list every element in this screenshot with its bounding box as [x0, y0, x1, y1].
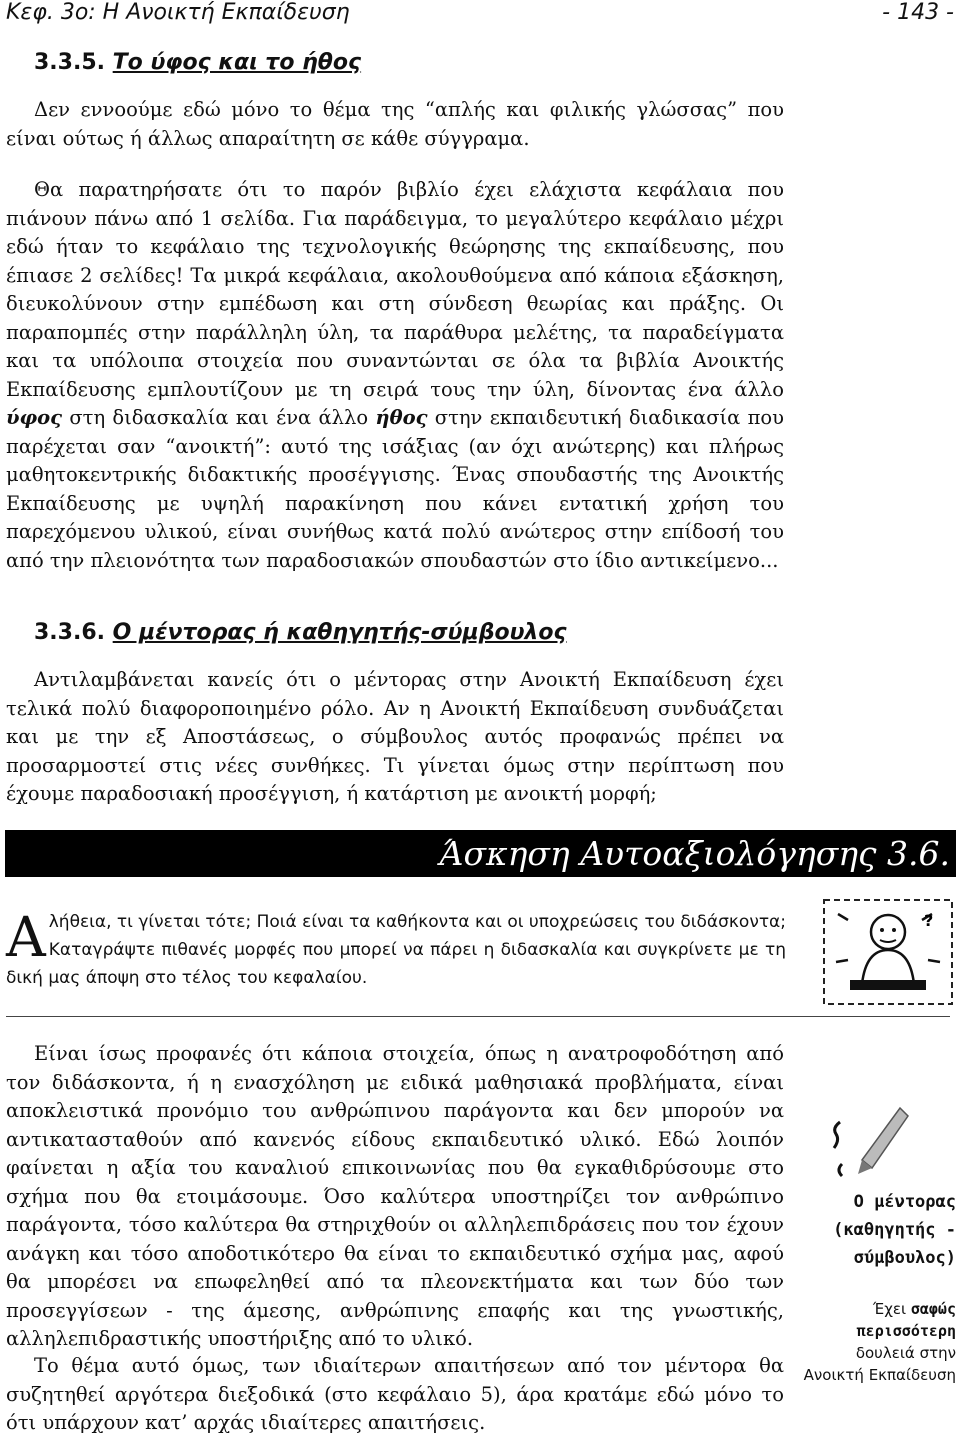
pencil-icon: [828, 1090, 910, 1178]
emphasis-style: ύφος: [6, 406, 63, 429]
section-heading-3-3-6: [34, 620, 567, 645]
paragraph-mentor-role: Αντιλαμβάνεται κανείς ότι ο μέντορας στην Ανοικτή Εκπαίδευση έχει τελικά πολύ διαφοροποιημένο ρόλο. Αν η Ανοικτή Εκπαίδευση συνδυάζεται και με την εξ Αποστάσεως, ο σύμβουλος αυτός προφανώς πρέπει να προσαρμοστεί στις νέες συνθήκες. Τι γίνεται όμως στην περίπτωση που έχουμε παραδοσιακή προσέγγιση, ή κατάρτιση με ανοικτή μορφή;: [6, 668, 784, 805]
banner-title: Άσκηση Αυτοαξιολόγησης 3.6.: [439, 834, 950, 873]
section-number: 3.3.5.: [34, 50, 105, 75]
emphasis-ethos: ήθος: [375, 406, 428, 429]
exercise-text: Αλήθεια, τι γίνεται τότε; Ποιά είναι τα καθήκοντα και οι υποχρεώσεις του διδάσκοντα; Καταγράψτε πιθανές μορφές που μπορεί να πάρει η διδασκαλία και συγκρίνετε με τη δική μας άποψη στο τέλος του κεφαλαίου.: [6, 905, 786, 988]
paragraph-chapters: Θα παρατηρήσατε ότι το παρόν βιβλίο έχει ελάχιστα κεφάλαια που πιάνουν πάνω από 1 σελίδα. Για παράδειγμα, το μεγαλύτερο κεφάλαιο μέχρι εδώ ήταν το κεφάλαιο της τεχνολογικής θεώρησης της εκπαίδευσης, που έπιασε 2 σελίδες! Τα μικρά κεφάλαια, ακολουθούμενα από κάποια εξάσκηση, διευκολύνουν στην εμπέδωση και στη σύνδεση θεωρίας και πράξης. Οι παραπομπές στην παράλληλη ύλη, τα παράθυρα μελέτης, τα παραδείγματα και τα υπόλοιπα στοιχεία που συναντώνται σε όλα τα βιβλία Ανοικτής Εκπαίδευσης εμπλουτίζουν με τη σειρά τους την ύλη, δίνοντας ένα άλλο ύφος στη διδασκαλία και ένα άλλο ήθος στην εκπαιδευτική διαδικασία που παρέχεται σαν “ανοικτή”: αυτό της ισάξιας (αν όχι ανώτερης) και πλήρως μαθητοκεντρικής διδακτικής προσέγγισης. Ένας σπουδαστής της Ανοικτής Εκπαίδευσης με υψηλή παρακίνηση που κάνει εντατική χρήση του παρεχόμενου υλικού, είναι συνήθως κατά πολύ ανώτερος στην επίδοσή του από την πλειονότητα των παραδοσιακών σπουδαστών στο ίδιο αντικείμενο...: [6, 178, 785, 572]
section-number: 3.3.6.: [34, 620, 105, 645]
margin-note-body: Έχει σαφώς περισσότερη δουλειά στην Ανοικτή Εκπαίδευση: [803, 1300, 956, 1384]
paragraph-intro: Δεν εννοούμε εδώ μόνο το θέμα της “απλής και φιλικής γλώσσας” που είναι ούτως ή άλλως απαραίτητη σε κάθε σύγγραμα.: [6, 98, 784, 150]
paragraph-later-discussion: Το θέμα αυτό όμως, των ιδιαίτερων απαιτήσεων από τον μέντορα θα συζητηθεί αργότερα διεξοδικά (στο κεφάλαιο 5), άρα κρατάμε εδώ μόνο το ότι υπάρχουν κατ’ αρχάς ιδιαίτερες απαιτήσεις.: [6, 1354, 784, 1434]
thinking-student-illustration: [820, 892, 956, 1010]
drop-cap: Α: [6, 905, 46, 969]
margin-note-emphasis: σαφώς περισσότερη: [856, 1300, 956, 1340]
section-title: Ο μέντορας ή καθηγητής-σύμβουλος: [112, 620, 567, 645]
chapter-title: Κεφ. 3ο: Η Ανοικτή Εκπαίδευση: [6, 0, 350, 25]
page-number: - 143 -: [882, 0, 954, 25]
self-assessment-banner: [5, 830, 956, 877]
svg-text:?: ?: [924, 911, 934, 930]
margin-note-title: Ο μέντορας (καθηγητής - σύμβουλος): [833, 1192, 956, 1268]
section-title: Το ύφος και το ήθος: [112, 50, 362, 75]
section-heading-3-3-5: [34, 50, 361, 75]
paragraph-human-factor: Είναι ίσως προφανές ότι κάποια στοιχεία, όπως η ανατροφοδότηση από τον διδάσκοντα, ή η ενασχόληση με ειδικά μαθησιακά προβλήματα, είναι αποκλειστικά προνόμιο του ανθρώπινου παράγοντα και δεν μπορούν να αντικατασταθούν από κανενός είδους εκπαιδευτικό υλικό. Εδώ λοιπόν φαίνεται η αξία του καναλιού επικοινωνίας που θα εγκαθιδρύσουμε στο σχήμα που θα ετοιμάσουμε. Όσο καλύτερα υποστηρίζει τον ανθρώπινο παράγοντα, τόσο καλύτερα θα στηριχθούν οι αλληλεπιδράσεις που τον έχουν ανάγκη και τόσο αποδοτικότερο θα είναι το εκπαιδευτικό σχήμα μας, αφού θα μπορέσει να επωφεληθεί από τα πλεονεκτήματα και των δύο των προσεγγίσεων - της άμεσης, ανθρώπινης επαφής και της γνωστικής, αλληλεπιδραστικής υποστήριξης από το υλικό.: [6, 1042, 784, 1350]
page-header: [6, 0, 954, 30]
exercise-divider: [6, 1016, 950, 1017]
